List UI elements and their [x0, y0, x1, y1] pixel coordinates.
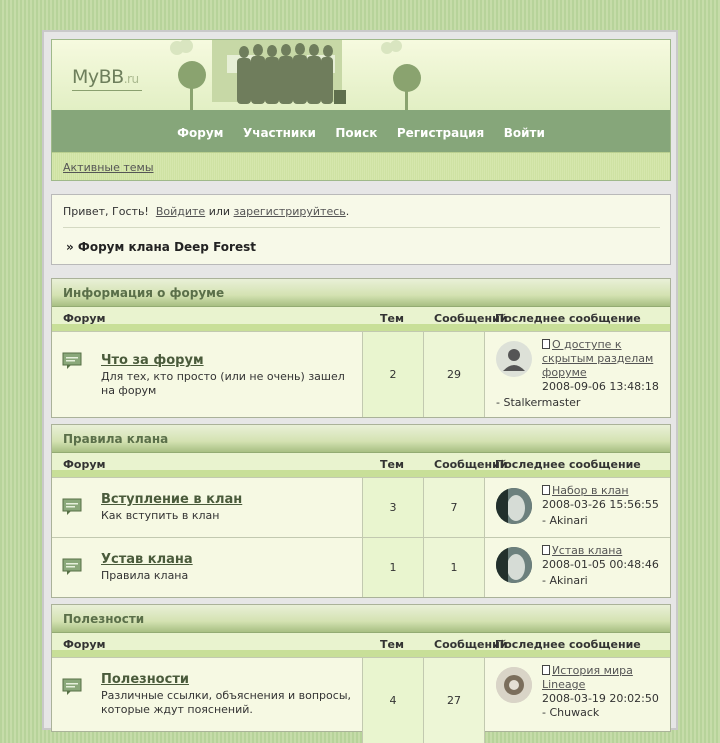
dot-text: .	[345, 205, 350, 218]
banner	[52, 40, 670, 110]
col-topics: Тем	[380, 312, 404, 325]
last-post-cell	[486, 538, 670, 597]
forum-title-link[interactable]: Полезности	[101, 672, 189, 687]
avatar[interactable]	[496, 547, 532, 583]
last-post-date: 2008-03-26 15:56:55	[542, 498, 659, 511]
last-post-info	[542, 484, 668, 512]
column-header	[52, 633, 670, 657]
nav-search[interactable]: Поиск	[335, 126, 378, 140]
col-last: Последнее сообщение	[495, 458, 641, 471]
topics-count-cell	[362, 332, 424, 417]
forum-row	[52, 537, 670, 597]
category-info	[51, 278, 671, 418]
last-post-link[interactable]: О доступе к скрытым разделам форуме	[542, 338, 654, 379]
last-post-cell	[486, 332, 670, 417]
posts-count: 29	[447, 368, 461, 381]
last-post-info	[542, 338, 668, 394]
last-post-link[interactable]: История мира Lineage	[542, 664, 633, 691]
col-topics: Тем	[380, 638, 404, 651]
login-link[interactable]: Войдите	[155, 205, 206, 218]
col-forum: Форум	[63, 458, 106, 471]
avatar[interactable]	[496, 341, 532, 377]
last-post-date: 2008-03-19 20:02:50	[542, 692, 659, 705]
logo-underline	[72, 90, 142, 91]
last-post-cell	[486, 658, 670, 743]
breadcrumb[interactable]: » Форум клана Deep Forest	[66, 240, 256, 254]
sub-nav	[52, 152, 670, 180]
last-post-info	[542, 544, 668, 572]
last-post-author[interactable]: - Akinari	[542, 514, 588, 527]
column-header	[52, 307, 670, 331]
last-post-info	[542, 664, 668, 720]
posts-count-cell	[424, 538, 485, 597]
forum-title-link[interactable]: Вступление в клан	[101, 492, 243, 507]
document-icon	[542, 665, 550, 675]
forum-description: Для тех, кто просто (или не очень) зашел на форум	[101, 370, 345, 397]
greeting-text: Привет, Гость!	[63, 205, 149, 218]
user-avatar-image	[496, 667, 532, 703]
avatar[interactable]	[496, 488, 532, 524]
avatar[interactable]	[496, 667, 532, 703]
topics-count-cell	[362, 538, 424, 597]
category-useful	[51, 604, 671, 732]
nav-register[interactable]: Регистрация	[396, 126, 485, 140]
forum-cell	[52, 332, 362, 417]
banner-illustration	[162, 40, 452, 110]
default-user-icon	[496, 341, 532, 377]
col-last: Последнее сообщение	[495, 638, 641, 651]
forum-description: Различные ссылки, объяснения и вопросы, которые ждут пояснений.	[101, 689, 351, 716]
forum-title-link[interactable]: Что за форум	[101, 353, 204, 368]
posts-count: 27	[447, 694, 461, 707]
forum-row	[52, 331, 670, 417]
col-posts: Сообщений	[434, 458, 508, 471]
posts-count-cell	[424, 658, 485, 743]
forum-row	[52, 657, 670, 743]
forum-description: Правила клана	[101, 569, 189, 582]
register-link[interactable]: зарегистрируйтесь	[233, 205, 346, 218]
logo[interactable]	[72, 66, 139, 88]
last-post-link[interactable]: Устав клана	[552, 544, 623, 557]
forum-cell	[52, 478, 362, 537]
logo-main: MyBB	[72, 66, 124, 88]
last-post-date: 2008-01-05 00:48:46	[542, 558, 659, 571]
category-title[interactable]: Правила клана	[52, 425, 670, 453]
forum-cell	[52, 538, 362, 597]
last-post-author[interactable]: - Stalkermaster	[496, 396, 581, 409]
posts-count-cell	[424, 478, 485, 537]
col-posts: Сообщений	[434, 312, 508, 325]
col-last: Последнее сообщение	[495, 312, 641, 325]
topics-count-cell	[362, 478, 424, 537]
topics-count: 4	[389, 694, 397, 707]
column-header	[52, 453, 670, 477]
nav-forum[interactable]: Форум	[177, 126, 224, 140]
category-title[interactable]: Полезности	[52, 605, 670, 633]
nav-login[interactable]: Войти	[503, 126, 545, 140]
category-rules	[51, 424, 671, 598]
category-title[interactable]: Информация о форуме	[52, 279, 670, 307]
forum-cell	[52, 658, 362, 743]
divider	[63, 227, 660, 228]
posts-count: 7	[450, 501, 458, 514]
last-post-author[interactable]: - Akinari	[542, 574, 588, 587]
last-post-date: 2008-09-06 13:48:18	[542, 380, 659, 393]
col-topics: Тем	[380, 458, 404, 471]
user-avatar-image	[496, 488, 532, 524]
last-post-cell	[486, 478, 670, 537]
or-text: или	[208, 205, 231, 218]
active-topics-link[interactable]: Активные темы	[63, 161, 154, 174]
forum-header	[51, 39, 671, 181]
topics-count: 1	[389, 561, 397, 574]
last-post-link[interactable]: Набор в клан	[552, 484, 629, 497]
posts-count: 1	[450, 561, 458, 574]
document-icon	[542, 339, 550, 349]
welcome-box	[51, 194, 671, 265]
user-avatar-image	[496, 547, 532, 583]
col-forum: Форум	[63, 638, 106, 651]
nav-members[interactable]: Участники	[242, 126, 316, 140]
forum-title-link[interactable]: Устав клана	[101, 552, 193, 567]
topics-count: 2	[389, 368, 397, 381]
posts-count-cell	[424, 332, 485, 417]
last-post-author[interactable]: - Chuwack	[542, 706, 600, 719]
page-wrapper	[42, 30, 678, 730]
topics-count-cell	[362, 658, 424, 743]
col-posts: Сообщений	[434, 638, 508, 651]
forum-description: Как вступить в клан	[101, 509, 220, 522]
col-forum: Форум	[63, 312, 106, 325]
main-nav	[52, 110, 670, 152]
document-icon	[542, 545, 550, 555]
logo-suffix: .ru	[123, 72, 139, 86]
forum-row	[52, 477, 670, 537]
topics-count: 3	[389, 501, 397, 514]
document-icon	[542, 485, 550, 495]
